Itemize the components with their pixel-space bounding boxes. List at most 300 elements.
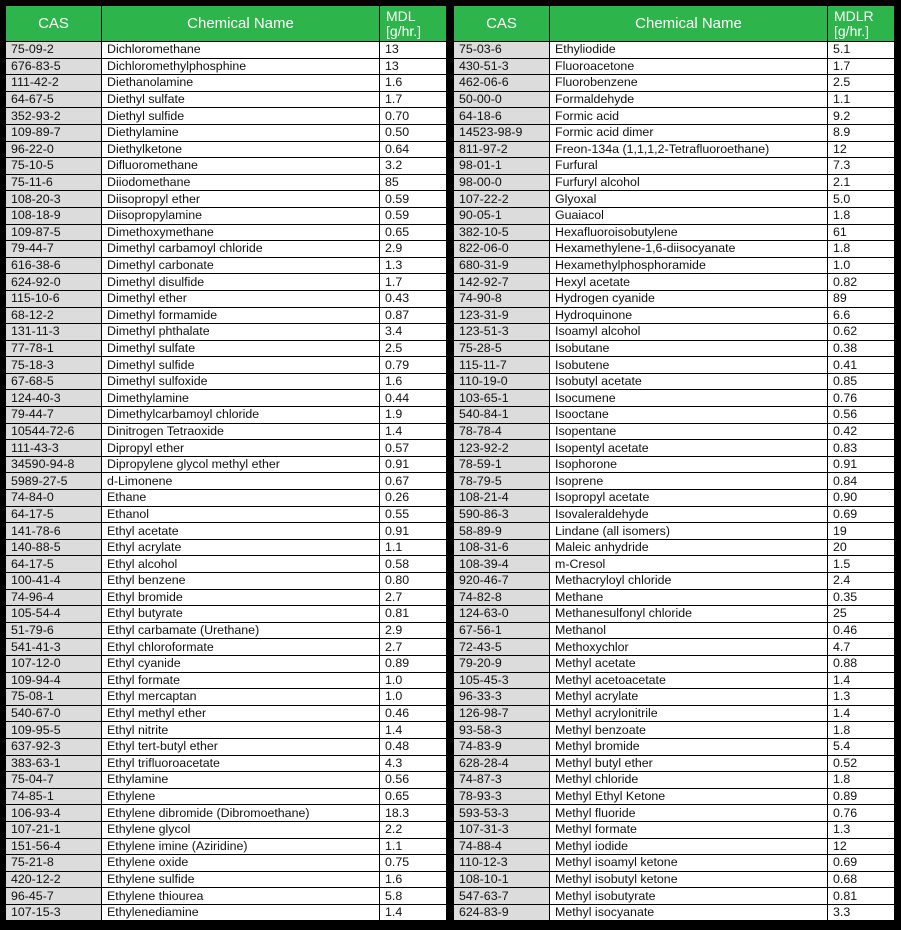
cas-cell: 75-09-2 [6,42,102,59]
cas-cell: 430-51-3 [454,58,550,75]
mdl-cell: 1.0 [380,672,447,689]
mdl-cell: 0.35 [828,589,895,606]
mdl-cell: 0.85 [828,373,895,390]
chemical-name-cell: Methyl iodide [550,838,828,855]
mdl-cell: 0.68 [828,871,895,888]
cas-cell: 624-83-9 [454,904,550,921]
chemical-name-cell: Methyl Ethyl Ketone [550,788,828,805]
mdl-cell: 1.3 [828,689,895,706]
chemical-name-cell: Ethyliodide [550,42,828,59]
table-row [6,307,447,324]
chemical-name-cell: Ethylene dibromide (Dibromoethane) [102,805,380,822]
cas-cell: 96-33-3 [454,689,550,706]
cas-cell: 67-68-5 [6,373,102,390]
table-row [454,42,895,59]
cas-cell: 98-01-1 [454,158,550,175]
table-row [6,722,447,739]
mdl-cell: 0.65 [380,788,447,805]
table-row [6,855,447,872]
cas-cell: 75-04-7 [6,772,102,789]
cas-cell: 64-17-5 [6,506,102,523]
cas-cell: 540-84-1 [454,407,550,424]
mdl-cell: 7.3 [828,158,895,175]
cas-cell: 140-88-5 [6,539,102,556]
table-row [6,407,447,424]
cas-cell: 78-93-3 [454,788,550,805]
mdl-cell: 0.76 [828,805,895,822]
chemical-name-cell: Diethanolamine [102,75,380,92]
chemical-name-cell: Isobutyl acetate [550,373,828,390]
cas-cell: 67-56-1 [454,622,550,639]
mdl-cell: 2.5 [380,340,447,357]
cas-cell: 5989-27-5 [6,473,102,490]
mdl-cell: 0.56 [380,772,447,789]
mdl-cell: 13 [380,42,447,59]
mdl-cell: 1.5 [828,556,895,573]
chemical-name-cell: Dinitrogen Tetraoxide [102,423,380,440]
table-row [6,141,447,158]
table-row [6,158,447,175]
cas-cell: 541-41-3 [6,639,102,656]
chemical-name-cell: Hydrogen cyanide [550,290,828,307]
table-row [6,440,447,457]
mdl-cell: 2.1 [828,174,895,191]
chemical-name-cell: Ethylene [102,788,380,805]
table-row [6,274,447,291]
cas-cell: 109-89-7 [6,124,102,141]
chemical-name-cell: Isobutene [550,357,828,374]
mdl-header [380,6,447,42]
mdl-cell: 0.42 [828,423,895,440]
mdl-cell: 2.9 [380,622,447,639]
chemical-name-cell: Furfural [550,158,828,175]
cas-cell: 14523-98-9 [454,124,550,141]
mdl-cell: 12 [828,838,895,855]
table-row [454,224,895,241]
chemical-name-cell: Hexyl acetate [550,274,828,291]
cas-cell: 590-86-3 [454,506,550,523]
cas-cell: 78-78-4 [454,423,550,440]
mdl-cell: 2.9 [380,241,447,258]
mdl-cell: 8.9 [828,124,895,141]
mdl-cell: 1.1 [380,838,447,855]
table-row [454,738,895,755]
cas-cell: 107-22-2 [454,191,550,208]
chemical-name-cell: Formaldehyde [550,91,828,108]
chemical-name-cell: Methyl formate [550,821,828,838]
table-row [454,871,895,888]
mdl-cell: 2.2 [380,821,447,838]
table-row [454,340,895,357]
table-row [454,689,895,706]
mdl-cell: 0.81 [828,888,895,905]
chemical-name-cell: Glyoxal [550,191,828,208]
cas-cell: 74-83-9 [454,738,550,755]
cas-cell: 75-21-8 [6,855,102,872]
table-row [6,506,447,523]
cas-cell: 74-84-0 [6,490,102,507]
mdl-cell: 1.4 [380,423,447,440]
cas-header: CAS [454,6,550,42]
cas-cell: 108-18-9 [6,207,102,224]
cas-cell: 74-82-8 [454,589,550,606]
table-row [454,124,895,141]
cas-cell: 616-38-6 [6,257,102,274]
table-row [454,788,895,805]
mdl-cell: 2.4 [828,573,895,590]
cas-cell: 107-21-1 [6,821,102,838]
chemical-name-cell: Ethyl carbamate (Urethane) [102,622,380,639]
table-row [6,805,447,822]
cas-cell: 111-42-2 [6,75,102,92]
table-row [454,373,895,390]
table-row [6,755,447,772]
cas-cell: 68-12-2 [6,307,102,324]
cas-cell: 74-96-4 [6,589,102,606]
mdl-cell: 0.69 [828,506,895,523]
mdl-cell: 0.81 [380,606,447,623]
cas-cell: 64-17-5 [6,556,102,573]
table-row [6,556,447,573]
table-row [6,124,447,141]
table-row [6,42,447,59]
cas-cell: 111-43-3 [6,440,102,457]
chemical-name-cell: Ethyl bromide [102,589,380,606]
table-row [6,788,447,805]
table-row [6,241,447,258]
table-row [454,241,895,258]
chemical-name-cell: Methoxychlor [550,639,828,656]
table-row [6,606,447,623]
chemical-name-cell: Dimethyl phthalate [102,324,380,341]
table-row [6,622,447,639]
table-row [454,158,895,175]
cas-cell: 822-06-0 [454,241,550,258]
chemical-name-cell: Ethane [102,490,380,507]
cas-cell: 64-67-5 [6,91,102,108]
chemical-name-cell: Methyl acetoacetate [550,672,828,689]
cas-cell: 108-20-3 [6,191,102,208]
mdl-cell: 1.4 [828,672,895,689]
chemical-name-cell: m-Cresol [550,556,828,573]
mdl-cell: 20 [828,539,895,556]
table-row [6,473,447,490]
cas-cell: 109-95-5 [6,722,102,739]
chemical-name-cell: Dimethyl carbamoyl chloride [102,241,380,258]
chemical-name-cell: Ethylenediamine [102,904,380,921]
mdl-cell: 1.8 [828,772,895,789]
table-row [6,290,447,307]
table-row [454,390,895,407]
mdl-cell: 1.4 [828,705,895,722]
table-row [454,324,895,341]
table-row [454,506,895,523]
table-row [6,672,447,689]
mdl-cell: 18.3 [380,805,447,822]
chemical-name-cell: Difluoromethane [102,158,380,175]
cas-cell: 637-92-3 [6,738,102,755]
cas-cell: 107-12-0 [6,655,102,672]
mdl-cell: 1.0 [828,257,895,274]
chemical-name-cell: Ethylene oxide [102,855,380,872]
table-row [6,871,447,888]
mdl-cell: 0.59 [380,191,447,208]
mdl-cell: 1.4 [380,904,447,921]
mdl-cell: 4.3 [380,755,447,772]
chemical-name-cell: Dimethyl ether [102,290,380,307]
chemical-name-cell: Isoamyl alcohol [550,324,828,341]
mdl-cell: 0.89 [380,655,447,672]
mdl-cell: 0.76 [828,390,895,407]
chemical-name-cell: Formic acid [550,108,828,125]
chemical-name-cell: Methyl benzoate [550,722,828,739]
cas-cell: 79-44-7 [6,241,102,258]
mdl-cell: 5.1 [828,42,895,59]
cas-cell: 131-11-3 [6,324,102,341]
chemical-name-cell: Diethylketone [102,141,380,158]
chemical-name-cell: Methyl chloride [550,772,828,789]
chemical-name-cell: Ethyl alcohol [102,556,380,573]
chemical-name-cell: Ethylene glycol [102,821,380,838]
table-row [6,340,447,357]
cas-cell: 628-28-4 [454,755,550,772]
table-row [454,456,895,473]
cas-cell: 77-78-1 [6,340,102,357]
mdl-cell: 0.91 [828,456,895,473]
mdl-cell: 0.58 [380,556,447,573]
mdl-cell: 0.91 [380,523,447,540]
mdl-cell: 0.90 [828,490,895,507]
table-row [454,307,895,324]
cas-cell: 110-12-3 [454,855,550,872]
mdl-cell: 0.83 [828,440,895,457]
mdl-cell: 2.7 [380,639,447,656]
mdl-cell: 0.82 [828,274,895,291]
right-table-body [454,42,895,921]
cas-cell: 115-11-7 [454,357,550,374]
table-row [6,174,447,191]
cas-cell: 123-92-2 [454,440,550,457]
cas-cell: 593-53-3 [454,805,550,822]
chemical-name-cell: Ethyl mercaptan [102,689,380,706]
mdl-cell: 3.3 [828,904,895,921]
cas-cell: 107-31-3 [454,821,550,838]
table-row [454,622,895,639]
cas-cell: 72-43-5 [454,639,550,656]
cas-cell: 142-92-7 [454,274,550,291]
left-table-body [6,42,447,921]
mdl-cell: 1.1 [380,539,447,556]
cas-cell: 79-20-9 [454,655,550,672]
chemical-name-cell: Isophorone [550,456,828,473]
table-row [6,357,447,374]
table-row [454,589,895,606]
mdl-cell: 0.43 [380,290,447,307]
mdl-cell: 5.0 [828,191,895,208]
chemical-name-cell: Diethyl sulfate [102,91,380,108]
table-row [454,556,895,573]
cas-cell: 74-88-4 [454,838,550,855]
mdl-cell: 2.7 [380,589,447,606]
chemical-name-cell: Hydroquinone [550,307,828,324]
table-row [454,821,895,838]
table-row [454,191,895,208]
cas-cell: 141-78-6 [6,523,102,540]
chemical-name-cell: Isopentane [550,423,828,440]
table-row [6,639,447,656]
chemical-name-cell: Lindane (all isomers) [550,523,828,540]
mdlr-header-line2: [g/hr.] [834,22,870,39]
table-row [6,390,447,407]
chemical-name-cell: Ethyl tert-butyl ether [102,738,380,755]
table-row [454,655,895,672]
mdl-cell: 0.26 [380,490,447,507]
chemical-name-cell: Dimethylamine [102,390,380,407]
table-row [454,108,895,125]
cas-cell: 90-05-1 [454,207,550,224]
table-row [6,207,447,224]
table-row [454,855,895,872]
chemical-name-cell: Dichloromethylphosphine [102,58,380,75]
cas-cell: 106-93-4 [6,805,102,822]
chemical-name-cell: Dimethoxymethane [102,224,380,241]
chemical-name-cell: Dipropyl ether [102,440,380,457]
mdl-cell: 1.6 [380,871,447,888]
table-row [6,589,447,606]
table-row [454,573,895,590]
mdl-cell: 0.59 [380,207,447,224]
table-row [454,174,895,191]
cas-cell: 74-85-1 [6,788,102,805]
mdl-cell: 0.52 [828,755,895,772]
table-row [454,423,895,440]
table-row [454,672,895,689]
mdl-cell: 4.7 [828,639,895,656]
chemical-name-cell: Ethyl trifluoroacetate [102,755,380,772]
chemical-name-header: Chemical Name [102,6,380,42]
chemical-name-cell: Isocumene [550,390,828,407]
chemical-name-cell: Guaiacol [550,207,828,224]
table-row [6,689,447,706]
cas-cell: 75-28-5 [454,340,550,357]
mdl-cell: 1.8 [828,241,895,258]
table-row [6,838,447,855]
chemical-name-cell: Ethyl benzene [102,573,380,590]
chemical-name-cell: Methyl fluoride [550,805,828,822]
cas-cell: 109-94-4 [6,672,102,689]
cas-cell: 58-89-9 [454,523,550,540]
chemical-name-cell: Fluoroacetone [550,58,828,75]
cas-cell: 108-31-6 [454,539,550,556]
cas-cell: 96-22-0 [6,141,102,158]
chemical-name-cell: Dimethyl disulfide [102,274,380,291]
chemical-name-cell: Methanesulfonyl chloride [550,606,828,623]
mdl-cell: 0.64 [380,141,447,158]
chemical-name-cell: Methyl isoamyl ketone [550,855,828,872]
table-row [6,108,447,125]
mdl-cell: 1.3 [828,821,895,838]
chemical-name-cell: Ethyl acetate [102,523,380,540]
chemical-name-header: Chemical Name [550,6,828,42]
mdlr-header [828,6,895,42]
chemical-name-cell: Diethylamine [102,124,380,141]
table-row [6,75,447,92]
chemical-name-cell: Methyl isobutyrate [550,888,828,905]
mdl-cell: 3.2 [380,158,447,175]
cas-cell: 105-45-3 [454,672,550,689]
chemical-name-cell: Dimethyl sulfoxide [102,373,380,390]
table-row [6,58,447,75]
table-row [454,639,895,656]
table-row [454,539,895,556]
mdl-cell: 1.3 [380,257,447,274]
cas-cell: 123-51-3 [454,324,550,341]
mdl-cell: 0.84 [828,473,895,490]
chemical-name-cell: Methanol [550,622,828,639]
mdl-cell: 0.80 [380,573,447,590]
mdl-cell: 0.65 [380,224,447,241]
table-row [6,772,447,789]
mdl-cell: 1.7 [380,91,447,108]
chemical-name-cell: Methane [550,589,828,606]
right-table [453,5,895,921]
mdl-cell: 0.46 [828,622,895,639]
mdl-cell: 85 [380,174,447,191]
table-row [6,539,447,556]
table-row [454,357,895,374]
cas-cell: 51-79-6 [6,622,102,639]
cas-cell: 10544-72-6 [6,423,102,440]
table-row [6,224,447,241]
cas-cell: 624-92-0 [6,274,102,291]
table-row [6,738,447,755]
chemical-name-cell: Isooctane [550,407,828,424]
chemical-name-cell: Methyl acetate [550,655,828,672]
mdl-cell: 25 [828,606,895,623]
table-row [454,606,895,623]
table-row [454,755,895,772]
chemical-name-cell: Maleic anhydride [550,539,828,556]
chemical-name-cell: Methyl butyl ether [550,755,828,772]
cas-cell: 75-10-5 [6,158,102,175]
chemical-name-cell: Diiodomethane [102,174,380,191]
cas-cell: 74-90-8 [454,290,550,307]
mdl-cell: 13 [380,58,447,75]
table-row [6,456,447,473]
cas-cell: 124-40-3 [6,390,102,407]
table-row [6,257,447,274]
cas-cell: 676-83-5 [6,58,102,75]
table-row [454,490,895,507]
mdl-cell: 0.57 [380,440,447,457]
mdl-cell: 0.48 [380,738,447,755]
mdl-cell: 0.62 [828,324,895,341]
chemical-name-cell: Ethylamine [102,772,380,789]
table-row [6,91,447,108]
table-row [6,490,447,507]
cas-cell: 107-15-3 [6,904,102,921]
table-row [6,821,447,838]
cas-cell: 78-59-1 [454,456,550,473]
cas-cell: 151-56-4 [6,838,102,855]
table-row [6,573,447,590]
cas-cell: 420-12-2 [6,871,102,888]
cas-cell: 108-10-1 [454,871,550,888]
chemical-name-cell: Isopropyl acetate [550,490,828,507]
cas-cell: 382-10-5 [454,224,550,241]
chemical-name-cell: Dimethyl carbonate [102,257,380,274]
chemical-name-cell: Isovaleraldehyde [550,506,828,523]
